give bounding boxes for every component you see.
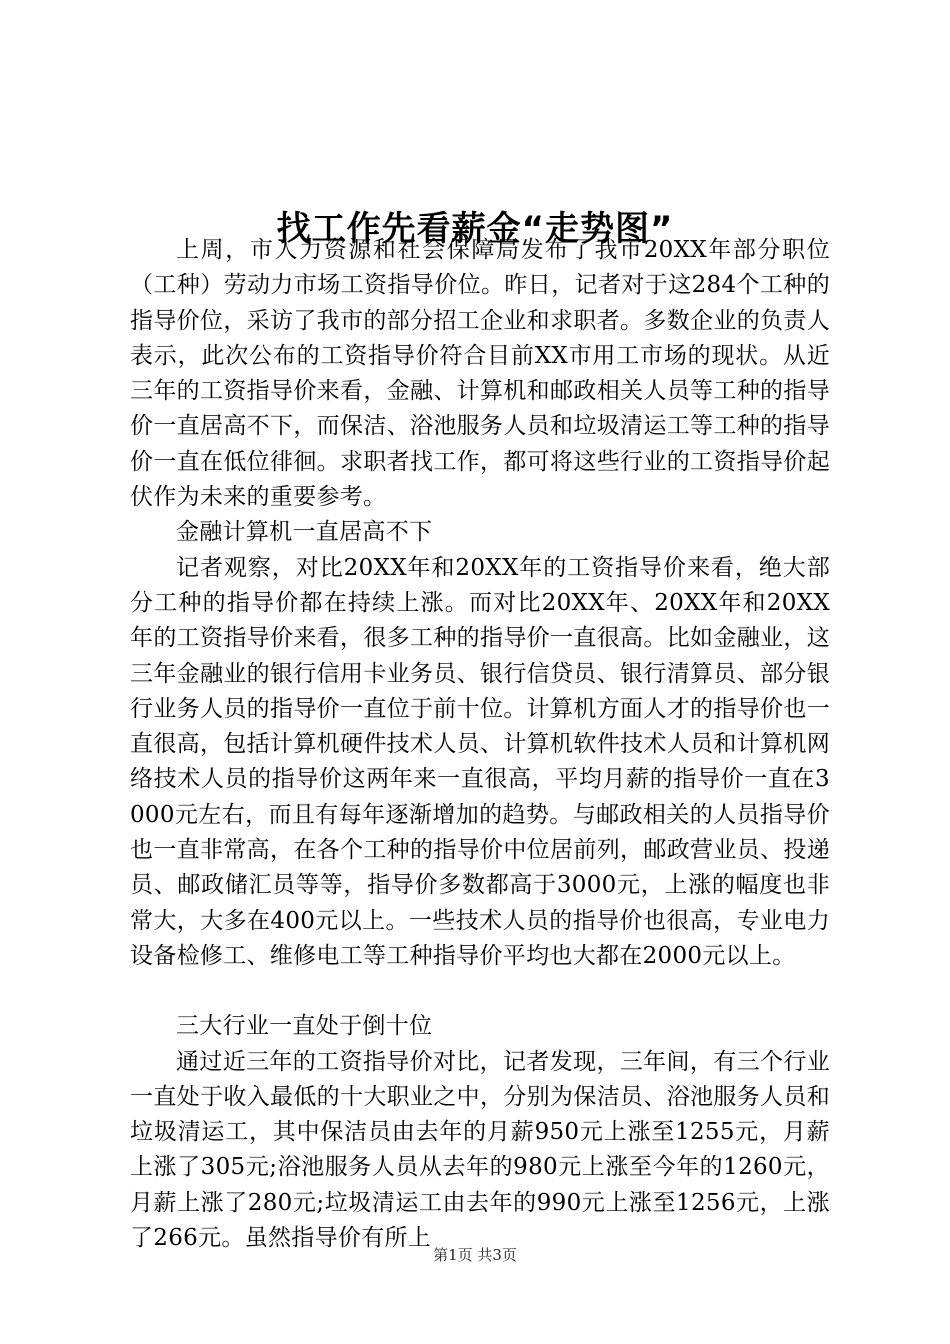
- page-number-footer: 第1页 共3页: [433, 1246, 517, 1264]
- paragraph-finance: 记者观察，对比20XX年和20XX年的工资指导价来看，绝大部分工种的指导价都在持续上涨。而对比20XX年、20XX年和20XX年的工资指导价来看，很多工种的指导价一直很高。比如金融业，这三年金融业的银行信用卡业务员、银行信贷员、银行清算员、部分银行业务人员的指导价一直位于前十位。计算机方面人才的指导价也一直很高，包括计算机硬件技术人员、计算机软件技术人员和计算机网络技术人员的指导价这两年来一直很高，平均月薪的指导价一直在3000元左右，而且有每年逐渐增加的趋势。与邮政相关的人员指导价也一直非常高，在各个工种的指导价中位居前列，邮政营业员、投递员、邮政储汇员等等，指导价多数都高于3000元，上涨的幅度也非常大，大多在400元以上。一些技术人员的指导价也很高，专业电力设备检修工、维修电工等工种指导价平均也大都在2000元以上。: [130, 554, 830, 969]
- section-heading-low-wage: 三大行业一直处于倒十位: [176, 1013, 433, 1040]
- paragraph-intro: 上周，市人力资源和社会保障局发布了我市20XX年部分职位（工种）劳动力市场工资指导价位。昨日，记者对于这284个工种的指导价位，采访了我市的部分招工企业和求职者。多数企业的负责人表示，此次公布的工资指导价符合目前XX市用工市场的现状。从近三年的工资指导价来看，金融、计算机和邮政相关人员等工种的指导价一直居高不下，而保洁、浴池服务人员和垃圾清运工等工种的指导价一直在低位徘徊。求职者找工作，都可将这些行业的工资指导价起伏作为未来的重要参考。: [130, 237, 830, 511]
- paragraph-low-wage: 通过近三年的工资指导价对比，记者发现，三年间，有三个行业一直处于收入最低的十大职业之中，分别为保洁员、浴池服务人员和垃圾清运工，其中保洁员由去年的月薪950元上涨至1255元，月薪上涨了305元;浴池服务人员从去年的980元上涨至今年的1260元，月薪上涨了280元;垃圾清运工由去年的990元上涨至1256元，上涨了266元。虽然指导价有所上: [130, 1048, 830, 1252]
- document-title: 找工作先看薪金“走势图”: [276, 208, 674, 249]
- document-body: [130, 233, 830, 1256]
- section-heading-finance: 金融计算机一直居高不下: [176, 519, 433, 546]
